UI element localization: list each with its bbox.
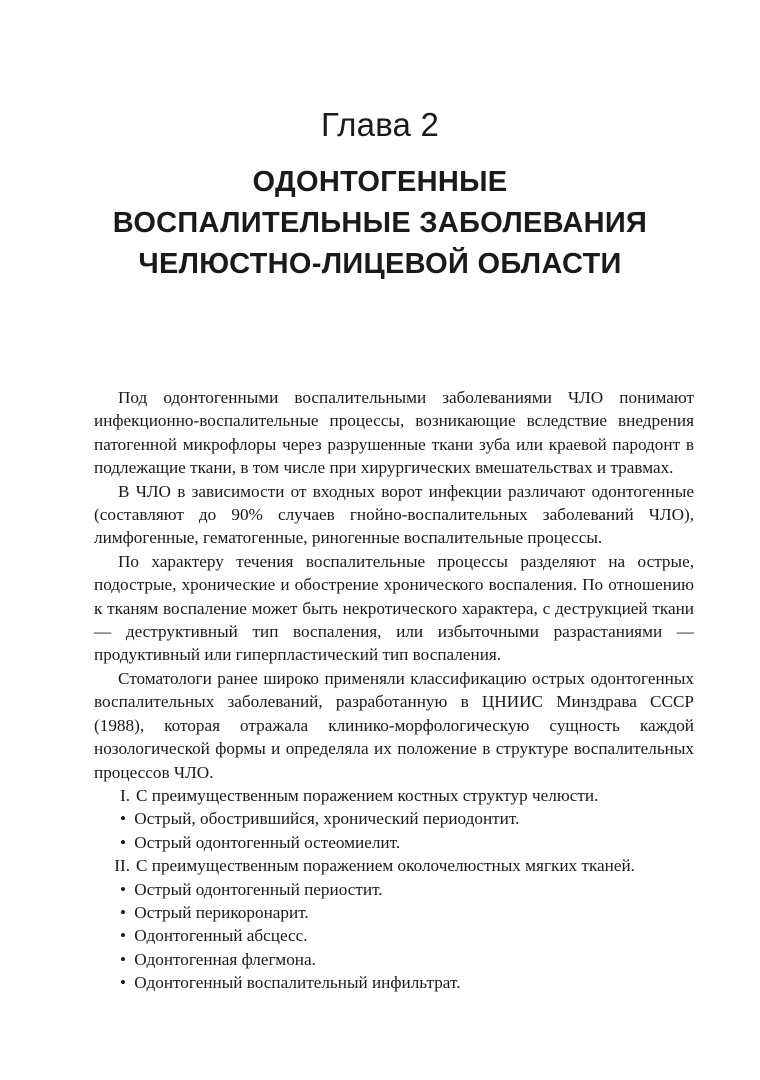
bullet-icon: • bbox=[120, 832, 127, 852]
chapter-title-line: ВОСПАЛИТЕЛЬНЫЕ ЗАБОЛЕВАНИЯ bbox=[112, 207, 648, 239]
group-heading-text: С преимущественным поражением костных структур челюсти. bbox=[136, 785, 599, 805]
bullet-icon: • bbox=[120, 926, 127, 946]
list-item-text: Острый перикоронарит. bbox=[134, 902, 309, 922]
body-text bbox=[94, 386, 694, 995]
list-item bbox=[94, 901, 694, 924]
chapter-title-line: ОДОНТОГЕННЫЕ bbox=[252, 166, 508, 198]
list-item bbox=[94, 878, 694, 901]
bullet-icon: • bbox=[120, 809, 127, 829]
list-item bbox=[94, 831, 694, 854]
classification-group-heading bbox=[94, 784, 694, 807]
list-item-text: Одонтогенный воспалительный инфильтрат. bbox=[134, 973, 461, 993]
list-item bbox=[94, 948, 694, 971]
paragraph: По характеру течения воспалительные процессы разделяют на острые, подострые, хронические и обострение хронического воспаления. По отношению к тканям воспаление может быть некротического характера, с деструкцией ткани — деструктивный тип воспаления, или избыточными разрастаниями — продуктивный или гиперпластический тип воспаления. bbox=[94, 551, 694, 665]
list-item-text: Одонтогенный абсцесс. bbox=[134, 926, 308, 946]
bullet-icon: • bbox=[120, 973, 127, 993]
roman-numeral: II. bbox=[114, 856, 130, 876]
classification-list bbox=[94, 784, 694, 995]
list-item-text: Острый, обострившийся, хронический периодонтит. bbox=[134, 809, 520, 829]
chapter-title-line: ЧЕЛЮСТНО-ЛИЦЕВОЙ ОБЛАСТИ bbox=[138, 248, 622, 280]
bullet-icon: • bbox=[120, 879, 127, 899]
chapter-title bbox=[60, 162, 700, 285]
bullet-icon: • bbox=[120, 949, 127, 969]
list-item bbox=[94, 971, 694, 994]
classification-group-heading bbox=[94, 854, 694, 877]
roman-numeral: I. bbox=[119, 785, 130, 805]
group-heading-text: С преимущественным поражением околочелюстных мягких тканей. bbox=[136, 856, 635, 876]
list-item-text: Одонтогенная флегмона. bbox=[134, 949, 316, 969]
chapter-label: Глава 2 bbox=[320, 106, 440, 143]
list-item-text: Острый одонтогенный периостит. bbox=[134, 879, 383, 899]
bullet-icon: • bbox=[120, 902, 127, 922]
list-item bbox=[94, 924, 694, 947]
paragraph: В ЧЛО в зависимости от входных ворот инфекции различают одонтогенные (составляют до 90% случаев гнойно-воспалительных заболеваний ЧЛО), лимфогенные, гематогенные, риногенные воспалительные процессы. bbox=[94, 481, 694, 548]
paragraph: Стоматологи ранее широко применяли классификацию острых одонтогенных воспалительных заболеваний, разработанную в ЦНИИС Минздрава СССР (1988), которая отражала клинико-морфологическую сущность каждой нозологической формы и определяла их положение в структуре воспалительных процессов ЧЛО. bbox=[94, 668, 694, 782]
paragraph: Под одонтогенными воспалительными заболеваниями ЧЛО понимают инфекционно-воспалительные процессы, возникающие вследствие внедрения патогенной микрофлоры через разрушенные ткани зуба или краевой пародонт в подлежащие ткани, в том числе при хирургических вмешательствах и травмах. bbox=[94, 388, 694, 478]
list-item bbox=[94, 807, 694, 830]
list-item-text: Острый одонтогенный остеомиелит. bbox=[134, 832, 401, 852]
